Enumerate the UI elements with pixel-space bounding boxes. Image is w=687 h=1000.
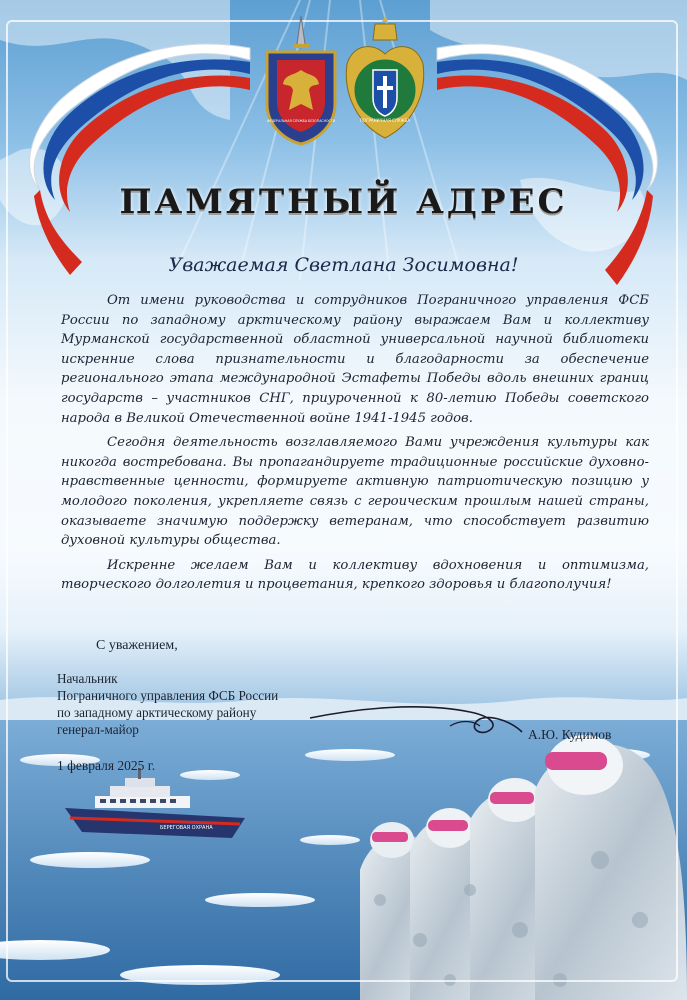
fsb-emblem-ribbon-text: ФЕДЕРАЛЬНАЯ СЛУЖБА БЕЗОПАСНОСТИ — [266, 119, 336, 123]
page-title: ПАМЯТНЫЙ АДРЕС — [119, 182, 568, 222]
fsb-emblem-icon — [259, 14, 343, 146]
letter-body — [61, 291, 649, 600]
position-line-3: по западному арктическому району — [57, 705, 257, 720]
border-service-emblem-icon — [343, 14, 427, 146]
position-line-2: Пограничного управления ФСБ России — [57, 688, 279, 703]
paragraph-3: Искренне желаем Вам и коллективу вдохновения и оптимизма, творческого долголетия и процветания, крепкого здоровья и благополучия! — [61, 557, 649, 593]
border-emblem-ribbon-text: ПОГРАНИЧНАЯ СЛУЖБА — [359, 118, 411, 123]
ship-hull-text: БЕРЕГОВАЯ ОХРАНА — [160, 825, 213, 831]
paragraph-2: Сегодня деятельность возглавляемого Вами учреждения культуры как никогда востребована. Вы пропагандируете традиционные российские духовно-нравственные ценности, формируете активную патриотическую позицию у молодого поколения, укрепляете связь с героическим прошлым нашей страны, оказываете значимую поддержку ветеранам, что способствует развитию духовной культуры общества. — [61, 435, 649, 549]
handwritten-signature — [300, 690, 530, 750]
closing-line: С уважением, — [96, 638, 178, 653]
document-date: 1 февраля 2025 г. — [57, 758, 156, 773]
position-line-4: генерал-майор — [57, 722, 139, 737]
position-line-1: Начальник — [57, 671, 118, 686]
paragraph-1: От имени руководства и сотрудников Пограничного управления ФСБ России по западному арктическому району выражаем Вам и коллективу Мурманской государственной областной универсальной научной библиотеки искренние слова признательности и благодарности за обеспечение регионального этапа международной Эстафеты Победы вдоль внешних границ государств – участников СНГ, приуроченной к 80-летию Победы советского народа в Великой Отечественной войне 1941-1945 годов. — [61, 293, 649, 426]
salutation: Уважаемая Светлана Зосимовна! — [168, 254, 519, 276]
signer-name: А.Ю. Кудимов — [528, 727, 612, 742]
